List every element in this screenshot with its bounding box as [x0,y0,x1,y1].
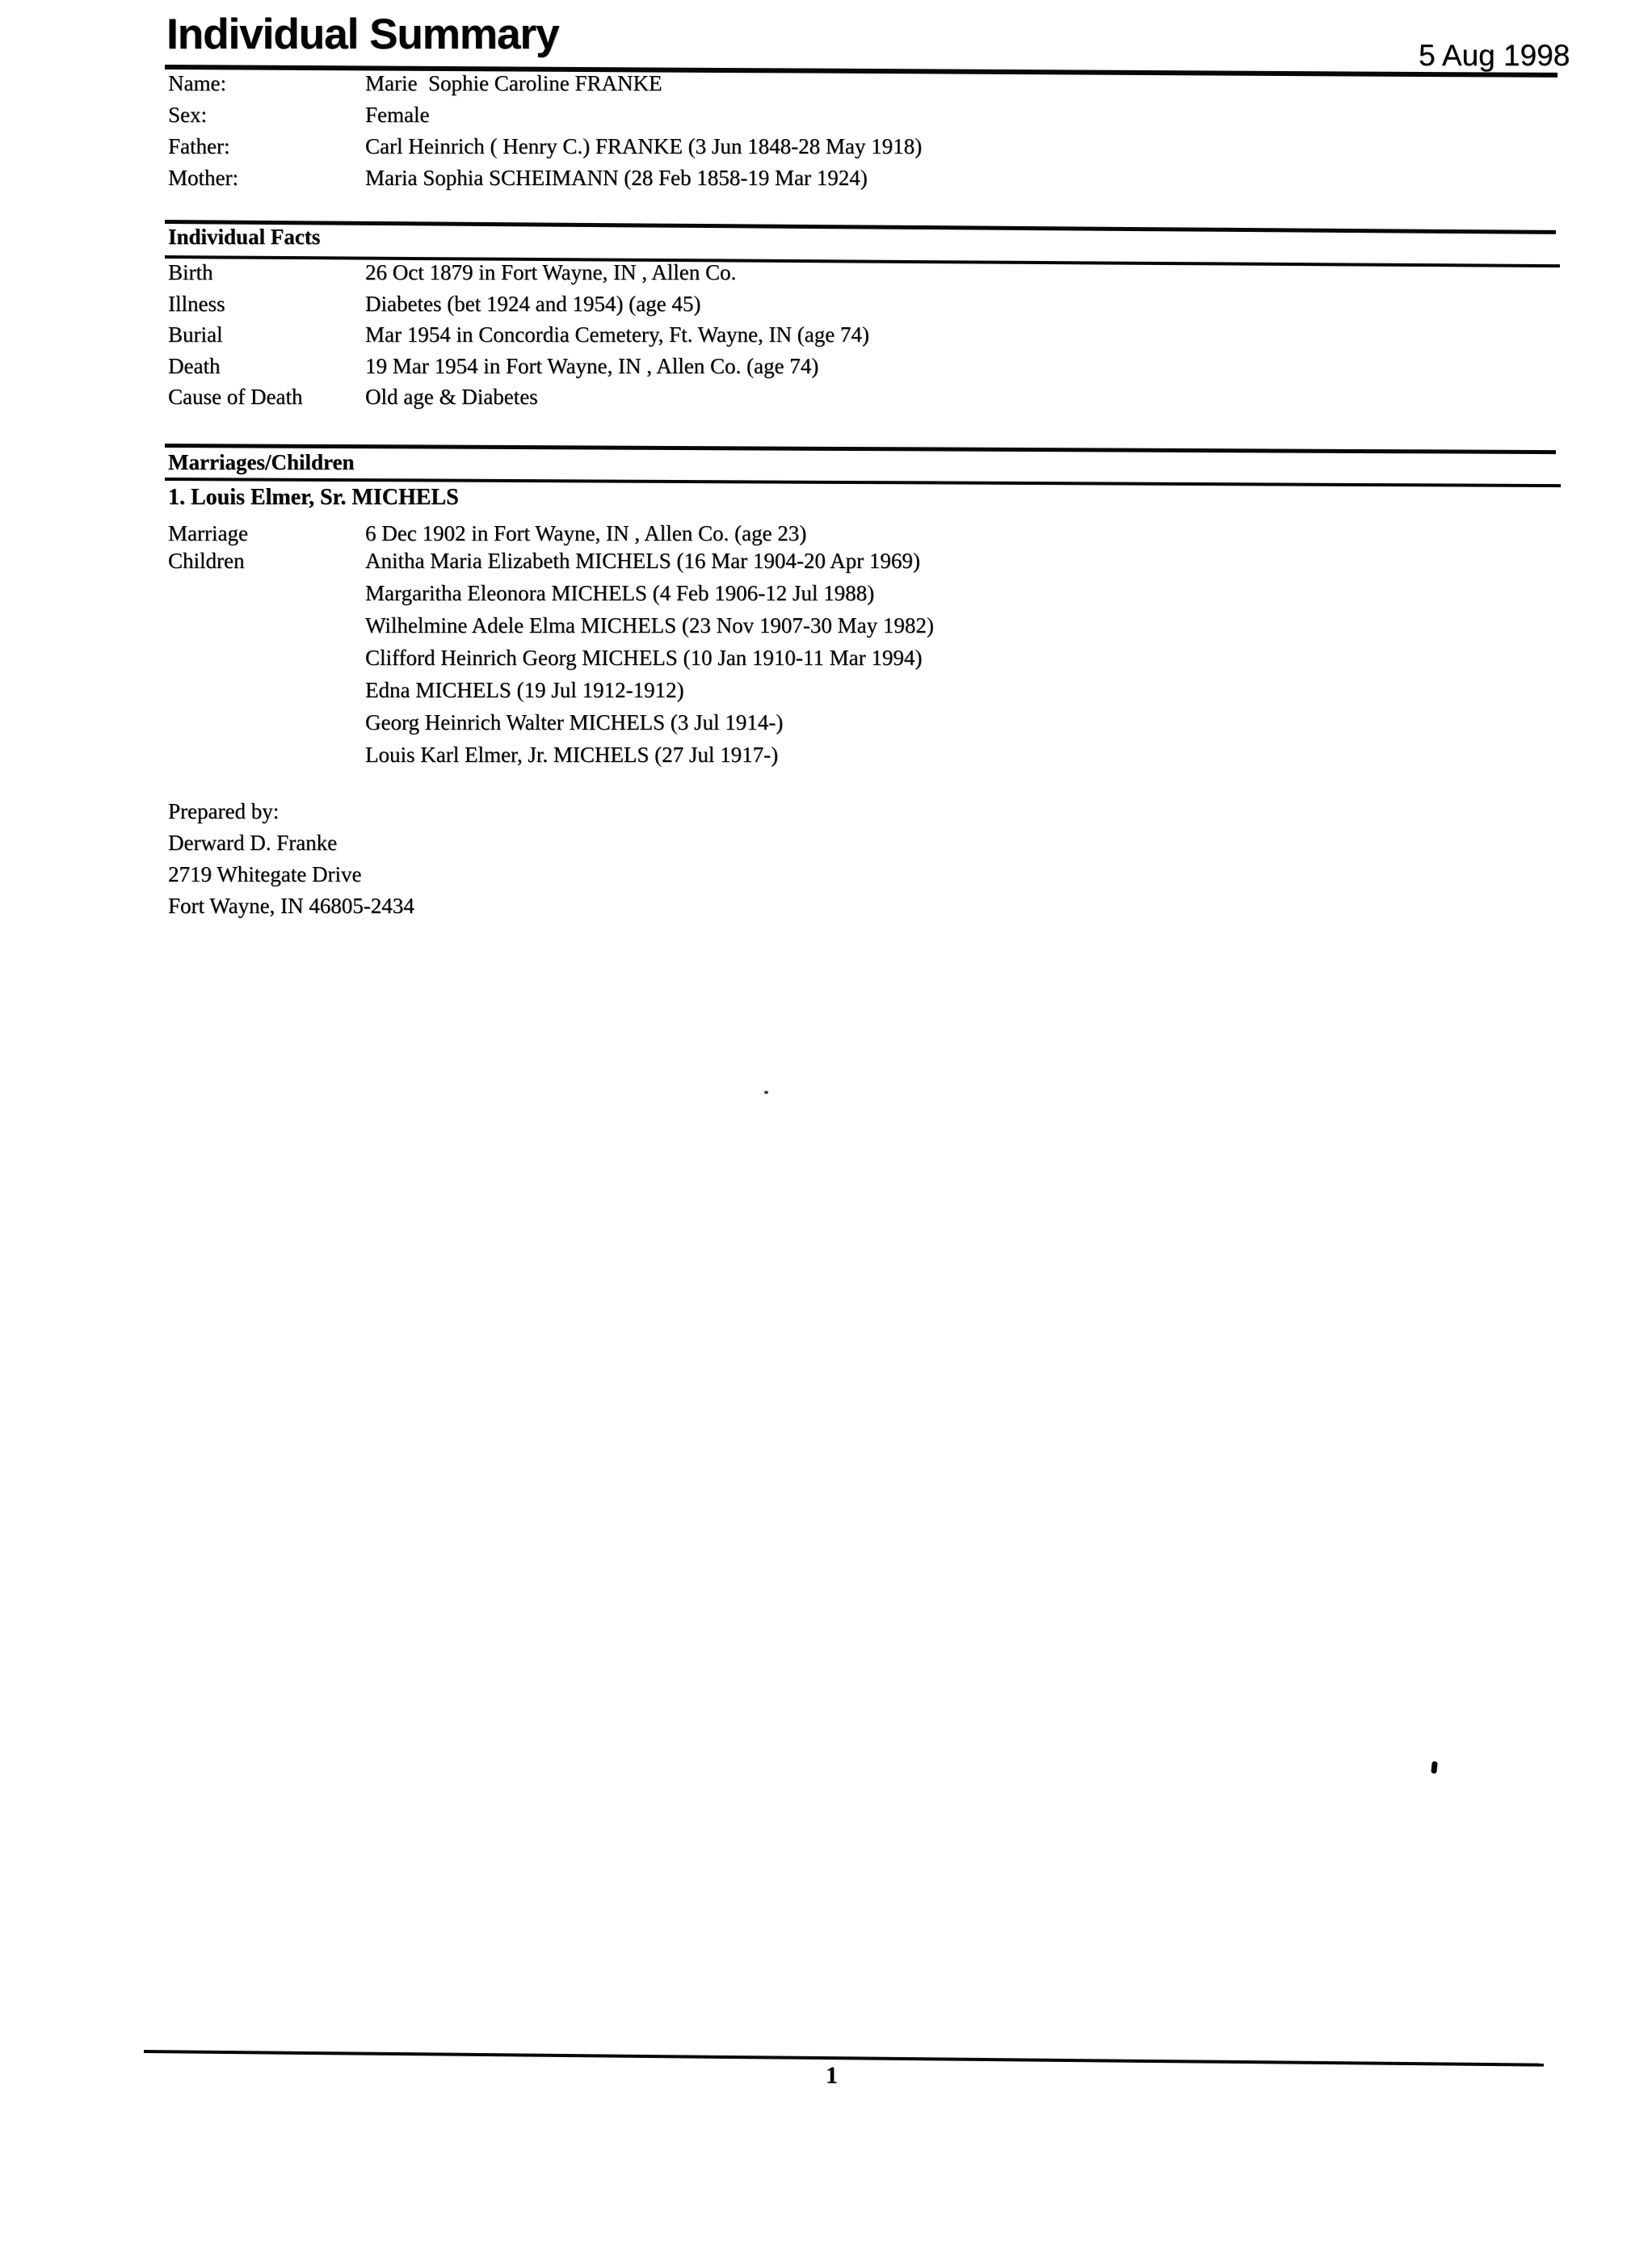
child-entry: Wilhelmine Adele Elma MICHELS (23 Nov 1907-30 May 1982) [365,613,934,637]
identity-row [168,162,1461,194]
children-section [168,545,1461,771]
fact-row [168,381,1461,413]
identity-field-label: Mother: [168,166,238,190]
child-entry: Edna MICHELS (19 Jul 1912-1912) [365,678,684,702]
fact-value: Old age & Diabetes [365,385,538,409]
marriages-section-top-rule [165,444,1556,454]
identity-row [168,68,1461,99]
fact-row [168,288,1461,320]
children-list [365,545,1461,771]
fact-value: Diabetes (bet 1924 and 1954) (age 45) [365,291,701,316]
identity-field-label: Father: [168,134,230,158]
fact-row [168,319,1461,351]
marriage-label: Marriage [168,521,248,545]
fact-label: Birth [168,260,213,284]
page-number: 1 [826,2062,838,2089]
fact-row [168,257,1461,288]
prepared-by-line: 2719 Whitegate Drive [168,862,362,886]
scan-artifact-dot [764,1091,768,1094]
identity-section [168,68,1461,194]
children-label: Children [168,549,245,573]
prepared-by-section [168,796,1461,922]
report-title: Individual Summary [166,11,559,58]
identity-row [168,99,1461,131]
child-entry: Anitha Maria Elizabeth MICHELS (16 Mar 1904-20 Apr 1969) [365,549,920,573]
prepared-by-line: Fort Wayne, IN 46805-2434 [168,894,414,918]
fact-label: Cause of Death [168,385,303,409]
fact-label: Burial [168,322,223,347]
child-entry: Georg Heinrich Walter MICHELS (3 Jul 1914-) [365,710,784,734]
fact-row [168,351,1461,382]
child-entry: Louis Karl Elmer, Jr. MICHELS (27 Jul 1917-) [365,743,779,767]
fact-value: 26 Oct 1879 in Fort Wayne, IN , Allen Co. [365,260,737,284]
identity-field-label: Sex: [168,103,208,127]
facts-section-top-rule [165,220,1556,234]
facts-section-heading: Individual Facts [168,225,321,249]
marriage-value: 6 Dec 1902 in Fort Wayne, IN , Allen Co. (age 23) [365,521,807,545]
fact-value: Mar 1954 in Concordia Cemetery, Ft. Wayne, IN (age 74) [365,322,869,347]
individual-facts-section [168,257,1461,413]
child-entry: Clifford Heinrich Georg MICHELS (10 Jan 1910-11 Mar 1994) [365,646,923,670]
child-entry: Margaritha Eleonora MICHELS (4 Feb 1906-12 Jul 1988) [365,581,875,605]
identity-field-value: Carl Heinrich ( Henry C.) FRANKE (3 Jun 1848-28 May 1918) [365,134,923,158]
marriages-section-heading: Marriages/Children [168,450,355,474]
scan-artifact-speck [1431,1761,1438,1774]
prepared-by-line: Derward D. Franke [168,831,338,855]
fact-label: Death [168,353,221,378]
prepared-by-line: Prepared by: [168,799,280,823]
identity-field-value: Maria Sophia SCHEIMANN (28 Feb 1858-19 Mar 1924) [365,166,868,190]
identity-row [168,131,1461,162]
fact-label: Illness [168,291,225,316]
identity-field-value: Marie Sophie Caroline FRANKE [365,71,662,95]
identity-field-label: Name: [168,71,226,95]
spouse-name: 1. Louis Elmer, Sr. MICHELS [168,485,459,510]
footer-rule [144,2050,1544,2067]
identity-field-value: Female [365,103,430,127]
fact-value: 19 Mar 1954 in Fort Wayne, IN , Allen Co. (age 74) [365,353,819,378]
report-date: 5 Aug 1998 [1419,39,1570,72]
